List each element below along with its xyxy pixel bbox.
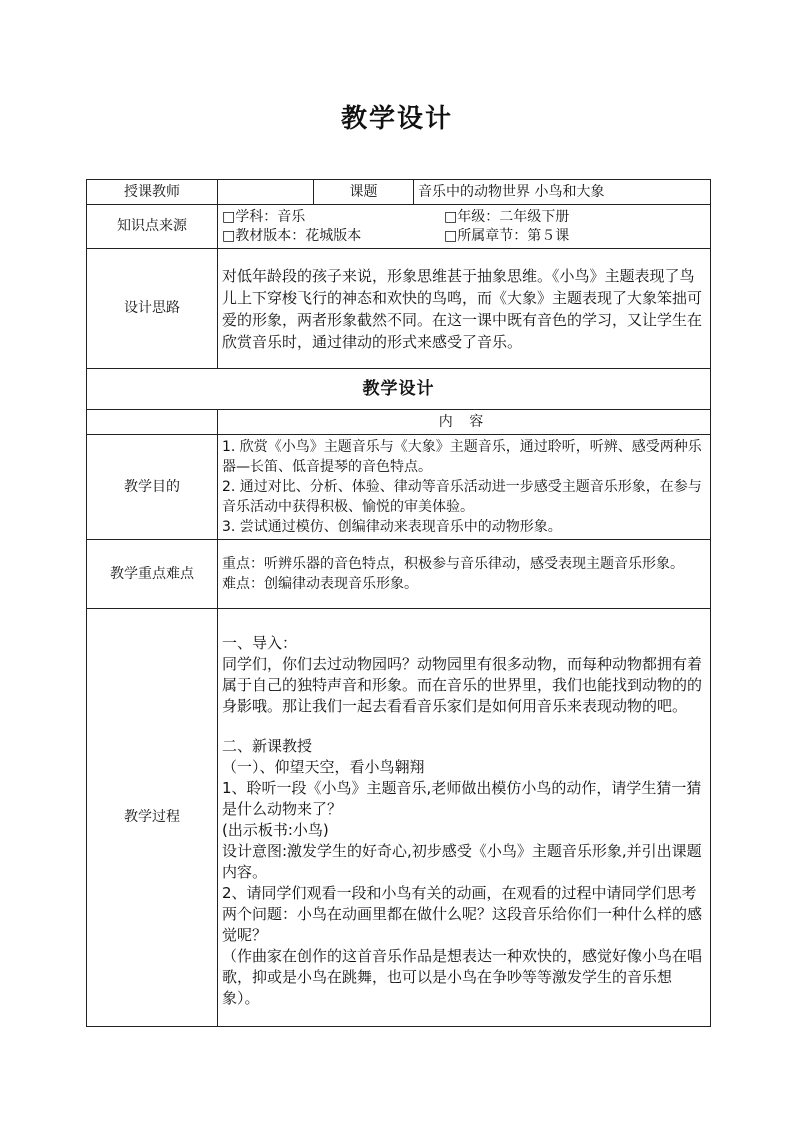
objectives-label: 教学目的	[87, 435, 218, 540]
chapter-field: □所属章节：第５课	[444, 227, 570, 244]
intro-text: 同学们，你们去过动物园吗？动物园里有很多动物，而每种动物都拥有着属于自己的独特声音和形象。而在音乐的世界里，我们也能找到动物的的身影哦。那让我们一起去看看音乐家们是如何用音乐来表现动物的吧。	[222, 654, 703, 715]
objectives-content	[218, 435, 711, 540]
edition-field: □教材版本：花城版本	[222, 227, 362, 244]
new-lesson-heading: 二、新课教授	[222, 736, 313, 755]
grade-field: □年级：二年级下册	[444, 208, 570, 225]
teacher-label: 授课教师	[87, 180, 218, 205]
lesson-plan-table	[86, 179, 711, 1027]
design-intent: 设计意图:激发学生的好奇心,初步感受《小鸟》主题音乐形象,并引出课题内容。	[222, 841, 702, 881]
key-point-text: 重点：听辨乐器的音色特点，积极参与音乐律动，感受表现主题音乐形象。	[222, 556, 684, 572]
objectives-row	[87, 435, 711, 540]
design-idea-row	[87, 249, 711, 369]
source-label: 知识点来源	[87, 205, 218, 249]
teacher-value	[218, 180, 314, 205]
key-points-label: 教学重点难点	[87, 540, 218, 609]
design-idea-label: 设计思路	[87, 249, 218, 369]
design-idea-text: 对低年龄段的孩子来说，形象思维甚于抽象思维。《小鸟》主题表现了鸟儿上下穿梭飞行的神态和欢快的鸟鸣，而《大象》主题表现了大象笨拙可爱的形象，两者形象截然不同。在这一课中既有音色的学习，又让学生在欣赏音乐时，通过律动的形式来感受了音乐。	[218, 249, 711, 369]
difficulty-text: 难点：创编律动表现音乐形象。	[222, 576, 418, 592]
section-title: 教学设计	[87, 369, 711, 410]
subject-field: □学科：音乐	[222, 208, 306, 225]
empty-header-cell	[87, 410, 218, 435]
process-content	[218, 609, 711, 1027]
objective-item: 3. 尝试通过模仿、创编律动来表现音乐中的动物形象。	[222, 519, 562, 535]
content-header: 内 容	[218, 410, 711, 435]
sub-heading: （一）、仰望天空，看小鸟翱翔	[222, 757, 425, 776]
composer-note: （作曲家在创作的这首音乐作品是想表达一种欢快的，感觉好像小鸟在唱歌，抑或是小鸟在跳舞，也可以是小鸟在争吵等等激发学生的音乐想象）。	[222, 946, 703, 1007]
content-header-row	[87, 410, 711, 435]
objective-item: 1. 欣赏《小鸟》主题音乐与《大象》主题音乐，通过聆听，听辨、感受两种乐器—长笛、低音提琴的音色特点。	[222, 439, 702, 475]
objective-item: 2. 通过对比、分析、体验、律动等音乐活动进一步感受主题音乐形象，在参与音乐活动中获得积极、愉悦的审美体验。	[222, 479, 702, 515]
section-title-row	[87, 369, 711, 410]
board-note: (出示板书:小鸟)	[222, 820, 329, 839]
key-points-content	[218, 540, 711, 609]
page-title: 教学设计	[340, 104, 453, 134]
source-row	[87, 205, 711, 249]
process-label: 教学过程	[87, 609, 218, 1027]
blank-line	[222, 717, 706, 736]
key-points-row	[87, 540, 711, 609]
step-two: 2、请同学们观看一段和小鸟有关的动画，在观看的过程中请同学们思考两个问题：小鸟在动画里都在做什么呢？这段音乐给你们一种什么样的感觉呢？	[222, 883, 703, 944]
teacher-topic-row	[87, 180, 711, 205]
topic-value: 音乐中的动物世界 小鸟和大象	[414, 180, 711, 205]
source-details	[218, 205, 711, 249]
process-row	[87, 609, 711, 1027]
intro-heading: 一、导入：	[222, 633, 298, 652]
topic-label: 课题	[314, 180, 414, 205]
step-one: 1、聆听一段《小鸟》主题音乐,老师做出模仿小鸟的动作，请学生猜一猜是什么动物来了？	[222, 778, 702, 818]
